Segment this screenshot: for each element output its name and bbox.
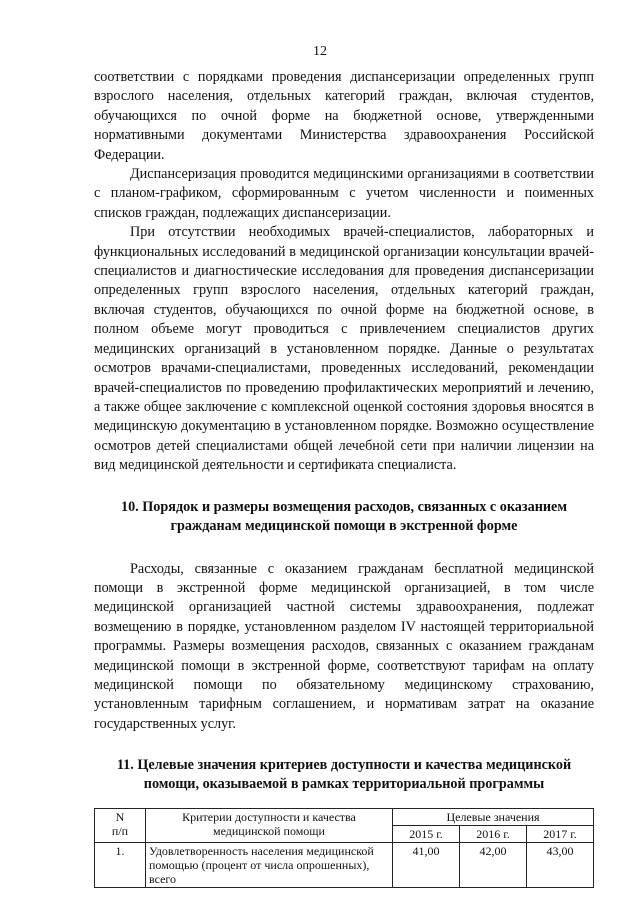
- header-num: N п/п: [95, 809, 146, 843]
- section-10-heading: 10. Порядок и размеры возмещения расходов, связанных с оказанием гражданам медицинской помощи в экстренной форме: [120, 498, 568, 534]
- document-body: [94, 68, 594, 888]
- table-row: [95, 843, 594, 888]
- row-criteria: Удовлетворенность населения медицинской помощью (процент от числа опрошенных), всего: [146, 843, 393, 888]
- header-targets: Целевые значения: [393, 809, 594, 826]
- row-value: 41,00: [393, 843, 460, 888]
- table-header-row: [95, 809, 594, 826]
- header-year: 2016 г.: [460, 826, 527, 843]
- row-value: 43,00: [527, 843, 594, 888]
- row-value: 42,00: [460, 843, 527, 888]
- header-criteria: Критерии доступности и качества медицинской помощи: [146, 809, 393, 843]
- header-year: 2015 г.: [393, 826, 460, 843]
- paragraph: соответствии с порядками проведения диспансеризации определенных групп взрослого населения, отдельных категорий граждан, включая студентов, обучающихся по очной форме на бюджетной основе, утвержденными нормативными документами Министерства здравоохранения Российской Федерации.: [94, 69, 594, 163]
- criteria-table: [94, 808, 594, 888]
- paragraph: Расходы, связанные с оказанием гражданам бесплатной медицинской помощи в экстренной форме медицинской организацией, в том числе медицинской организацией частной системы здравоохранения, подлежат возмещению в порядке, установленном разделом IV настоящей территориальной программы. Размеры возмещения расходов, связанных с оказанием гражданам медицинской помощи в экстренной форме, соответствуют тарифам на оплату медицинской помощи по обязательному медицинскому страхованию, установленным тарифным соглашением, и нормативам затрат на оказание государственных услуг.: [94, 560, 594, 732]
- page-number: 12: [313, 44, 327, 59]
- section-11-heading: 11. Целевые значения критериев доступности и качества медицинской помощи, оказываемой в рамках территориальной программы: [116, 757, 572, 793]
- header-year: 2017 г.: [527, 826, 594, 843]
- paragraph: Диспансеризация проводится медицинскими организациями в соответствии с планом-графиком, сформированным с учетом численности и поименных списков граждан, подлежащих диспансеризации.: [94, 166, 594, 221]
- paragraph: При отсутствии необходимых врачей-специалистов, лабораторных и функциональных исследований в медицинской организации консультации врачей-специалистов и диагностические исследования для проведения диспансеризации определенных групп взрослого населения, отдельных категорий граждан, включая студентов, обучающихся по очной форме на бюджетной основе, в полном объеме могут проводиться с привлечением специалистов других медицинских организаций в установленном порядке. Данные о результатах осмотров врачами-специалистами, проведенных исследований, рекомендации врачей-специалистов по проведению профилактических мероприятий и лечению, а также общее заключение с комплексной оценкой состояния здоровья вносятся в медицинскую документацию в установленном порядке. Возможно осуществление осмотров детей специалистами общей лечебной сети при наличии лицензии на вид медицинской деятельности и сертификата специалиста.: [94, 224, 594, 474]
- row-num: 1.: [95, 843, 146, 888]
